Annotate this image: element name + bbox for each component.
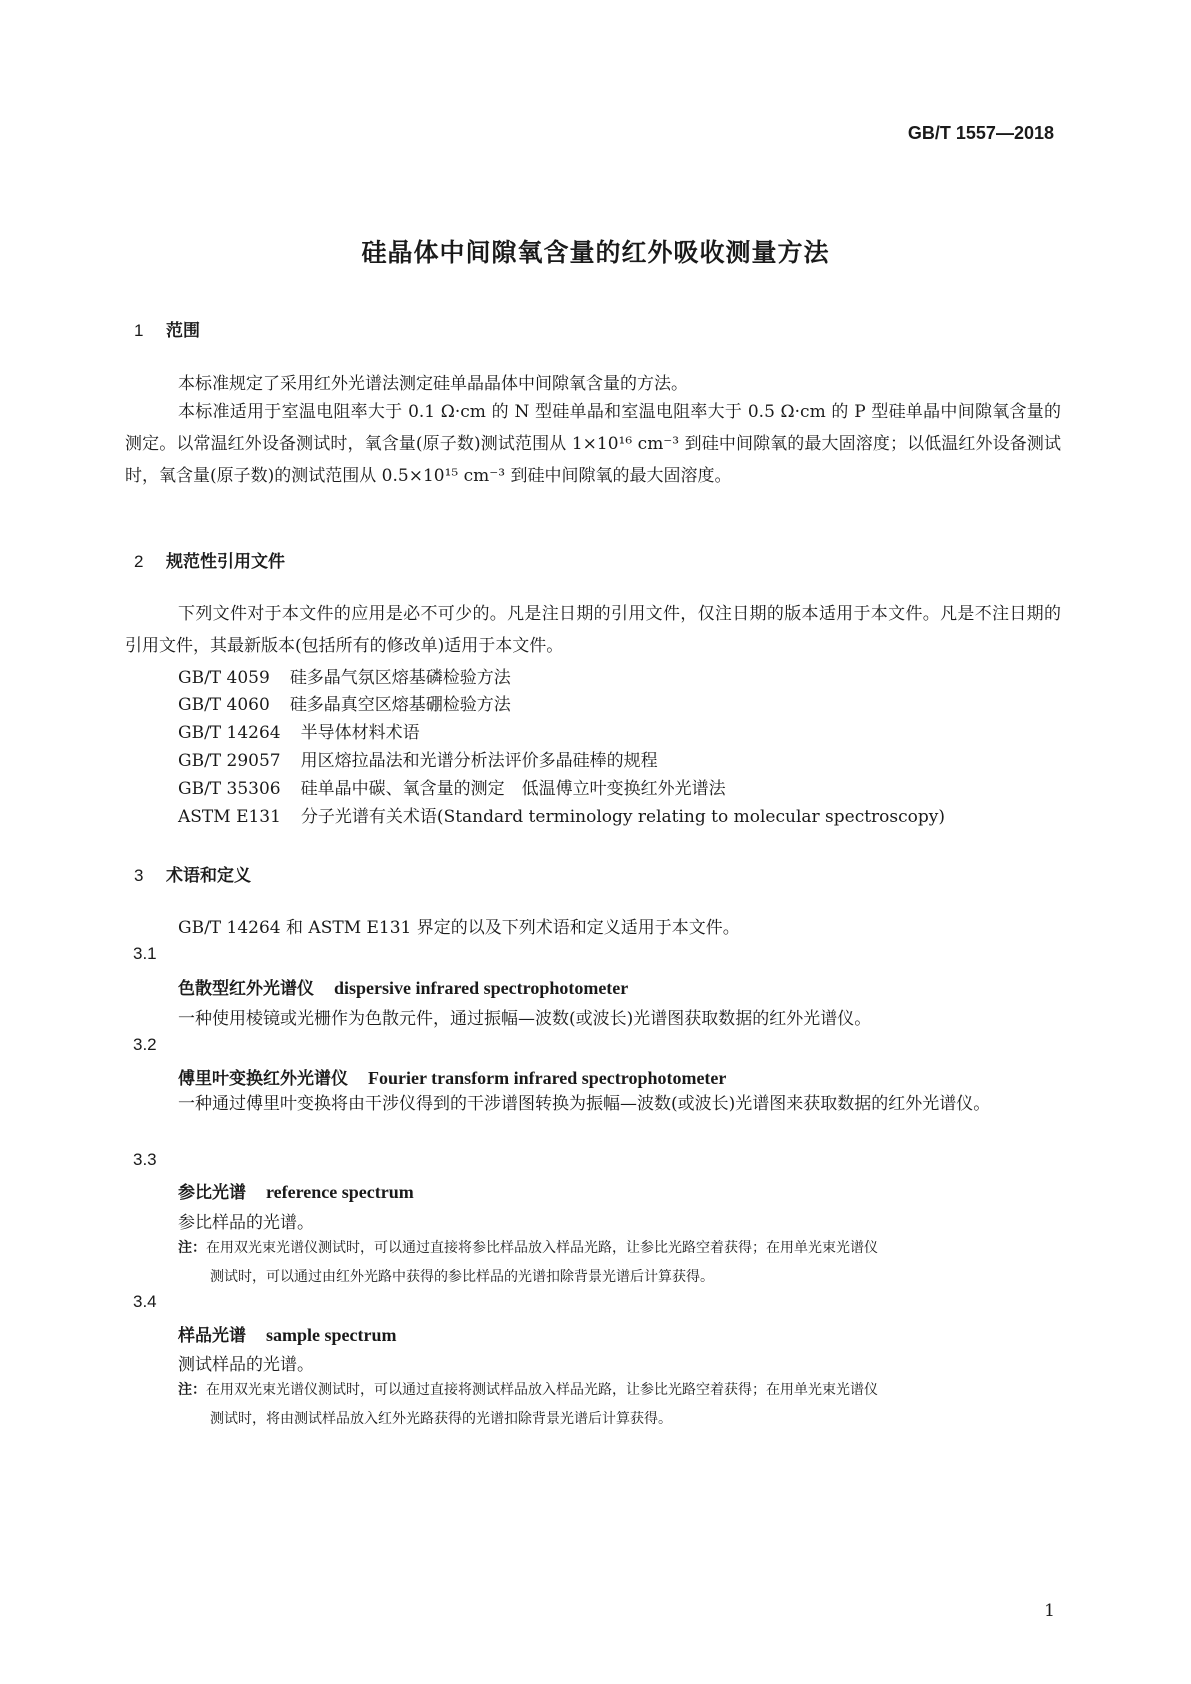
term-chinese: 傅里叶变换红外光谱仪 [178, 1069, 348, 1089]
reference-title: 硅多晶真空区熔基硼检验方法 [289, 695, 511, 715]
section-2-heading [134, 547, 285, 572]
reference-code: GB/T 14264 [178, 723, 281, 743]
term-chinese: 色散型红外光谱仪 [178, 979, 314, 999]
section-title: 范围 [166, 321, 200, 341]
reference-code: ASTM E131 [178, 807, 281, 827]
reference-title: 用区熔拉晶法和光谱分析法评价多晶硅棒的规程 [300, 751, 658, 771]
term-definition: 参比样品的光谱。 [178, 1213, 314, 1233]
standard-code: GB/T 1557—2018 [907, 123, 1054, 143]
term-english: Fourier transform infrared spectrophotometer [368, 1068, 727, 1088]
term-entry [178, 1321, 396, 1346]
reference-code: GB/T 4059 [178, 668, 270, 688]
section-number: 1 [134, 321, 144, 340]
term-chinese: 样品光谱 [178, 1326, 246, 1346]
section-number: 2 [134, 552, 144, 571]
term-note [178, 1234, 1058, 1292]
term-chinese: 参比光谱 [178, 1183, 246, 1203]
reference-code: GB/T 35306 [178, 779, 281, 799]
reference-title: 硅单晶中碳、氧含量的测定 低温傅立叶变换红外光谱法 [300, 779, 726, 799]
references-intro: 下列文件对于本文件的应用是必不可少的。凡是注日期的引用文件，仅注日期的版本适用于本文件。凡是不注日期的引用文件，其最新版本(包括所有的修改单)适用于本文件。 [125, 604, 1061, 656]
term-entry [178, 1064, 726, 1089]
document-title: 硅晶体中间隙氧含量的红外吸收测量方法 [361, 238, 830, 267]
reference-item [178, 802, 945, 827]
reference-item [178, 746, 658, 771]
note-label: 注： [178, 1240, 206, 1256]
reference-item [178, 718, 420, 743]
page-number: 1 [1044, 1601, 1055, 1621]
term-definition: 测试样品的光谱。 [178, 1355, 314, 1375]
section-title: 规范性引用文件 [166, 552, 285, 572]
term-english: reference spectrum [266, 1182, 414, 1202]
term-entry [178, 974, 628, 999]
term-english: sample spectrum [266, 1325, 397, 1345]
scope-paragraph-2: 本标准适用于室温电阻率大于 0.1 Ω·cm 的 N 型硅单晶和室温电阻率大于 0.5 Ω·cm 的 P 型硅单晶中间隙氧含量的测定。以常温红外设备测试时，氧含量(原子数)测试范围从 1×10¹⁶ cm⁻³ 到硅中间隙氧的最大固溶度；以低温红外设备测试时，氧含量(原子数)的测试范围从 0.5×10¹⁵ cm⁻³ 到硅中间隙氧的最大固溶度。 [125, 402, 1061, 486]
reference-code: GB/T 4060 [178, 695, 270, 715]
clause-number: 3.4 [133, 1292, 157, 1311]
clause-number: 3.3 [133, 1150, 157, 1169]
scope-paragraph-1: 本标准规定了采用红外光谱法测定硅单晶晶体中间隙氧含量的方法。 [178, 374, 688, 394]
term-entry [178, 1178, 414, 1203]
reference-item [178, 690, 511, 715]
clause-number: 3.1 [133, 944, 157, 963]
reference-item [178, 663, 511, 688]
reference-title: 分子光谱有关术语(Standard terminology relating to molecular spectroscopy) [300, 807, 946, 827]
section-3-heading [134, 861, 251, 886]
note-label: 注： [178, 1382, 206, 1398]
section-number: 3 [134, 866, 144, 885]
term-definition: 一种通过傅里叶变换将由干涉仪得到的干涉谱图转换为振幅—波数(或波长)光谱图来获取数据的红外光谱仪。 [178, 1094, 991, 1114]
terms-intro: GB/T 14264 和 ASTM E131 界定的以及下列术语和定义适用于本文件。 [178, 918, 740, 938]
note-text: 在用双光束光谱仪测试时，可以通过直接将参比样品放入样品光路，让参比光路空着获得；在用单光束光谱仪 [206, 1240, 878, 1256]
note-text: 测试时，将由测试样品放入红外光路获得的光谱扣除背景光谱后计算获得。 [210, 1411, 672, 1427]
reference-title: 硅多晶气氛区熔基磷检验方法 [289, 668, 511, 688]
reference-item [178, 774, 726, 799]
section-title: 术语和定义 [166, 866, 251, 886]
term-english: dispersive infrared spectrophotometer [334, 978, 629, 998]
clause-number: 3.2 [133, 1035, 157, 1054]
term-note [178, 1376, 1058, 1434]
reference-code: GB/T 29057 [178, 751, 281, 771]
note-text: 测试时，可以通过由红外光路中获得的参比样品的光谱扣除背景光谱后计算获得。 [210, 1269, 714, 1285]
section-1-heading [134, 316, 200, 341]
term-definition: 一种使用棱镜或光栅作为色散元件，通过振幅—波数(或波长)光谱图获取数据的红外光谱仪。 [178, 1009, 872, 1029]
note-text: 在用双光束光谱仪测试时，可以通过直接将测试样品放入样品光路，让参比光路空着获得；在用单光束光谱仪 [206, 1382, 878, 1398]
reference-title: 半导体材料术语 [300, 723, 420, 743]
